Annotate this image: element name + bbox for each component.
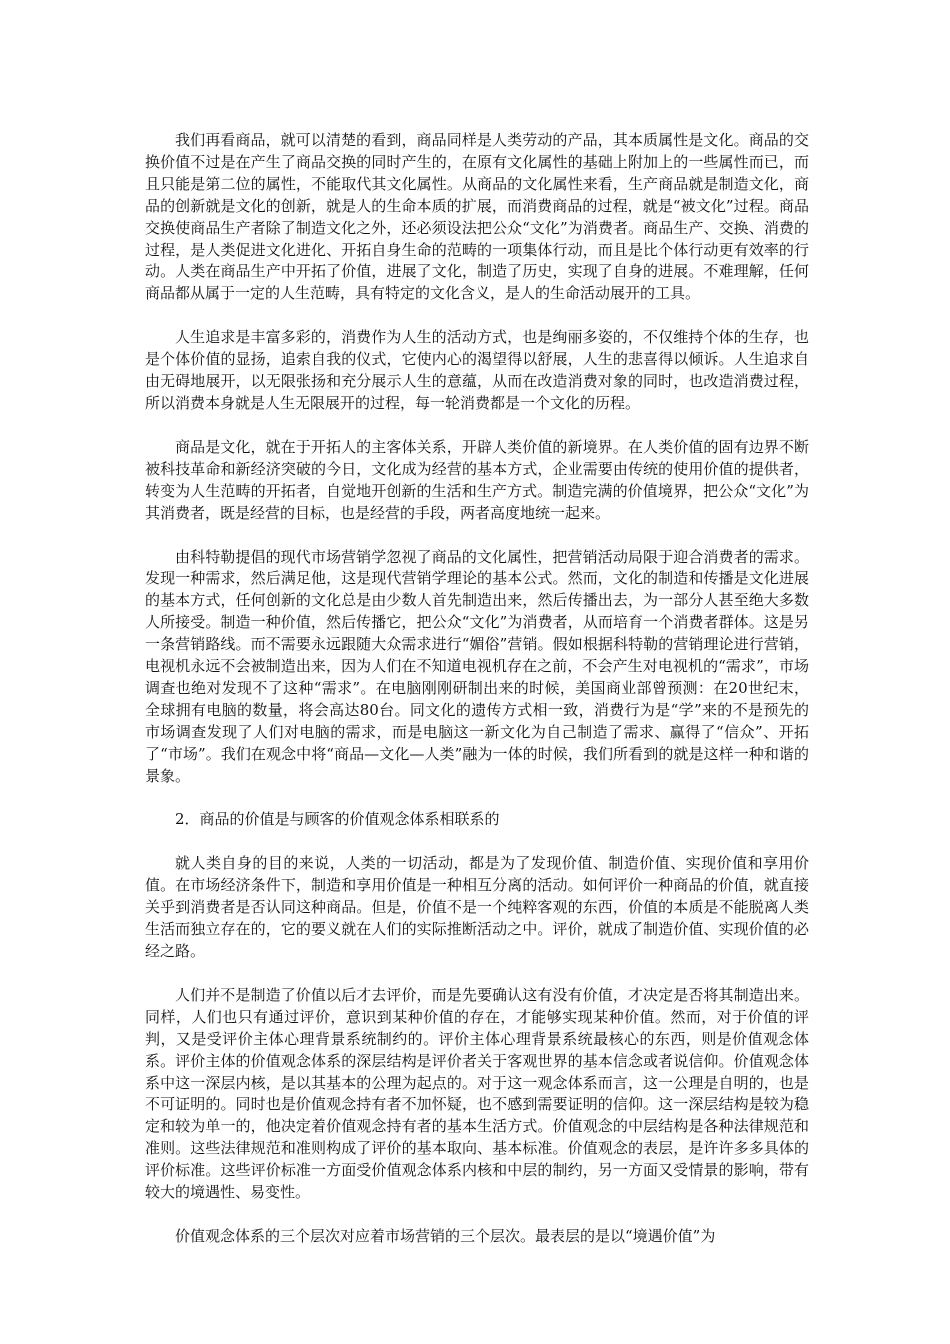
document-page (145, 130, 809, 1270)
paragraph: 人生追求是丰富多彩的，消费作为人生的活动方式，也是绚丽多姿的，不仅维持个体的生存，也是个体价值的显扬，追索自我的仪式，它使内心的渴望得以舒展，人生的悲喜得以倾诉。人生追求自由无碍地展开，以无限张扬和充分展示人生的意蕴，从而在改造消费对象的同时，也改造消费过程，所以消费本身就是人生无限展开的过程，每一轮消费都是一个文化的历程。 (145, 328, 809, 412)
paragraph: 由科特勒提倡的现代市场营销学忽视了商品的文化属性，把营销活动局限于迎合消费者的需求。发现一种需求，然后满足他，这是现代营销学理论的基本公式。然而，文化的制造和传播是文化进展的基本方式，任何创新的文化总是由少数人首先制造出来，然后传播出去，为一部分人甚至绝大多数人所接受。制造一种价值，然后传播它，把公众“文化”为消费者，从而培育一个消费者群体。这是另一条营销路线。而不需要永远跟随大众需求进行“媚俗”营销。假如根据科特勒的营销理论进行营销，电视机永远不会被制造出来，因为人们在不知道电视机存在之前，不会产生对电视机的“需求”，市场调查也绝对发现不了这种“需求”。在电脑刚刚研制出来的时候，美国商业部曾预测：在20世纪末，全球拥有电脑的数量，将会高达80台。同文化的遗传方式相一致，消费行为是“学”来的不是预先的市场调查发现了人们对电脑的需求，而是电脑这一新文化为自己制造了需求、赢得了“信众”、开拓了“市场”。我们在观念中将“商品—文化—人类”融为一体的时候，我们所看到的就是这样一种和谐的景象。 (145, 547, 809, 785)
paragraph: 我们再看商品，就可以清楚的看到，商品同样是人类劳动的产品，其本质属性是文化。商品的交换价值不过是在产生了商品交换的同时产生的，在原有文化属性的基础上附加上的一些属性而已，而且只能是第二位的属性，不能取代其文化属性。从商品的文化属性来看，生产商品就是制造文化，商品的创新就是文化的创新，就是人的生命本质的扩展，而消费商品的过程，就是“被文化”过程。商品交换使商品生产者除了制造文化之外，还必须设法把公众“文化”为消费者。商品生产、交换、消费的过程，是人类促进文化进化、开拓自身生命的范畴的一项集体行动，而且是比个体行动更有效率的行动。人类在商品生产中开拓了价值，进展了文化，制造了历史，实现了自身的进展。不难理解，任何商品都从属于一定的人生范畴，具有特定的文化含义，是人的生命活动展开的工具。 (145, 131, 809, 303)
paragraph: 商品是文化，就在于开拓人的主客体关系，开辟人类价值的新境界。在人类价值的固有边界不断被科技革命和新经济突破的今日，文化成为经营的基本方式，企业需要由传统的使用价值的提供者，转变为人生范畴的开拓者，自觉地开创新的生活和生产方式。制造完满的价值境界，把公众“文化”为其消费者，既是经营的目标，也是经营的手段，两者高度地统一起来。 (145, 437, 809, 522)
paragraph: 人们并不是制造了价值以后才去评价，而是先要确认这有没有价值，才决定是否将其制造出来。同样，人们也只有通过评价，意识到某种价值的存在，才能够实现某种价值。然而，对于价值的评判，又是受评价主体心理背景系统制约的。评价主体心理背景系统最核心的东西，则是价值观念体系。评价主体的价值观念体系的深层结构是评价者关于客观世界的基本信念或者说信仰。价值观念体系中这一深层内核，是以其基本的公理为起点的。对于这一观念体系而言，这一公理是自明的，也是不可证明的。同时也是价值观念持有者不加怀疑，也不感到需要证明的信仰。这一深层结构是较为稳定和较为单一的，他决定着价值观念持有者的基本生活方式。价值观念的中层结构是各种法律规范和准则。这些法律规范和准则构成了评价的基本取向、基本标准。价值观念的表层，是许许多多具体的评价标准。这些评价标准一方面受价值观念体系内核和中层的制约，另一方面又受情景的影响，带有较大的境遇性、易变性。 (145, 985, 809, 1202)
paragraph: 就人类自身的目的来说，人类的一切活动，都是为了发现价值、制造价值、实现价值和享用价值。在市场经济条件下，制造和享用价值是一种相互分离的活动。如何评价一种商品的价值，就直接关乎到消费者是否认同这种商品。但是，价值不是一个纯粹客观的东西，价值的本质是不能脱离人类生活而独立存在的，它的要义就在人们的实际推断活动之中。评价，就成了制造价值、实现价值的必经之路。 (145, 854, 809, 960)
paragraph: 价值观念体系的三个层次对应着市场营销的三个层次。最表层的是以“境遇价值”为 (175, 1226, 716, 1245)
section-heading: 2．商品的价值是与顾客的价值观念体系相联系的 (175, 810, 500, 829)
